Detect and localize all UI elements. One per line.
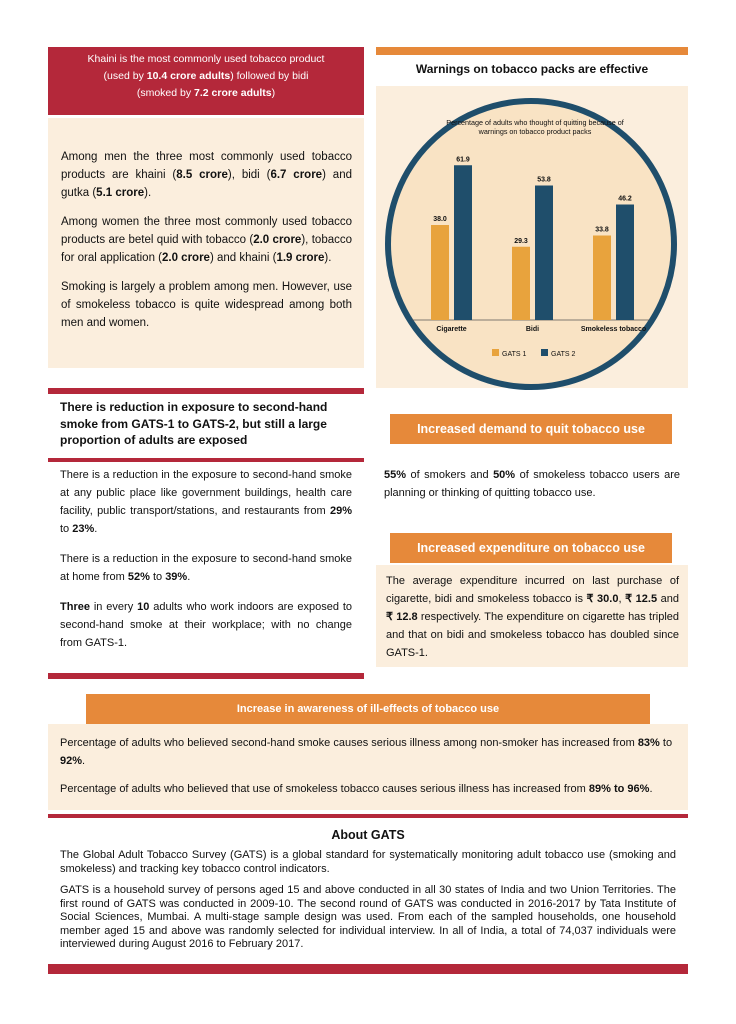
bar-gats-2-smokeless-tobacco [616,205,634,321]
bar-gats-1-smokeless-tobacco [593,236,611,321]
smoking-paragraph: Smoking is largely a problem among men. However, use of smokeless tobacco is quite widespread among both men and women. [61,281,352,329]
bar-value-label: 29.3 [514,237,528,245]
shs-top-bar [48,388,364,394]
x-tick-label: Bidi [525,326,540,333]
bar-value-label: 46.2 [618,195,632,203]
shs-divider [48,458,364,462]
bar-gats-2-cigarette [454,165,472,320]
bar-value-label: 53.8 [537,176,551,184]
chart-title: Percentage of adults who thought of quitting because of warnings on tobacco product packs [446,118,624,136]
shs-title: There is reduction in exposure to second-hand smoke from GATS-1 to GATS-2, but still a large proportion of adults are exposed [60,400,328,447]
awareness-smokeless-paragraph: Percentage of adults who believed that use of smokeless tobacco causes serious illness has increased from 89% to 96%. [60,783,653,795]
expenditure-header: Increased expenditure on tobacco use [390,533,672,563]
bar-gats-1-bidi [512,247,530,320]
quit-paragraph: 55% of smokers and 50% of smokeless tobacco users are planning or thinking of quitting tobacco use. [384,469,680,499]
legend-swatch-gats-1 [492,349,499,356]
legend-label: GATS 2 [551,351,576,358]
x-tick-label: Cigarette [436,326,467,333]
about-paragraph-1: The Global Adult Tobacco Survey (GATS) is a global standard for systematically monitoring adult tobacco use (smoking and smokeless) and tracking key tobacco control indicators. [60,849,676,875]
expenditure-paragraph: The average expenditure incurred on last purchase of cigarette, bidi and smokeless tobacco is ₹ 30.0, ₹ 12.5 and ₹ 12.8 respectively. The expenditure on cigarette has tripled and that on bidi and smokeless tobacco has doubled since GATS-1. [376,565,688,667]
legend-swatch-gats-2 [541,349,548,356]
legend-label: GATS 1 [502,351,527,358]
about-body [60,849,676,960]
awareness-box [48,724,688,810]
bar-value-label: 61.9 [456,156,470,164]
awareness-bottom-bar [48,814,688,818]
shs-bottom-bar [48,673,364,679]
awareness-shs-paragraph: Percentage of adults who believed second-hand smoke causes serious illness among non-smoker has increased from 83% to 92%. [60,737,673,767]
quit-header: Increased demand to quit tobacco use [390,414,672,444]
khaini-header-line1: Khaini is the most commonly used tobacco product [87,53,325,65]
women-paragraph: Among women the three most commonly used tobacco products are betel quid with tobacco (2.0 crore), tobacco for oral application (2.0 crore) and khaini (1.9 crore). [61,216,353,264]
about-paragraph-2: GATS is a household survey of persons aged 15 and above conducted in all 30 states of India and two Union Territories. The first round of GATS was conducted in 2009-10. The second round of GATS was conducted in 2016-2017 by Tata Institute of Social Sciences, Mumbai. A multi-stage sample design was used. From each of the sampled households, one household member aged 15 and above was randomly selected for individual interview. In all of India, a total of 74,037 individuals were interviewed during August 2016 to February 2017. [60,884,676,950]
about-title: About GATS [331,828,405,842]
bar-value-label: 33.8 [595,226,609,234]
shs-body [60,466,352,664]
warnings-title: Warnings on tobacco packs are effective [415,62,649,76]
shs-public-paragraph: There is a reduction in the exposure to second-hand smoke at any public place like government buildings, health care facility, public transport/stations, and restaurants from 29% to 23%. [60,469,352,535]
bottom-bar [48,964,688,974]
bar-gats-1-cigarette [431,225,449,320]
awareness-header: Increase in awareness of ill-effects of tobacco use [86,694,650,724]
khaini-header-line3: (smoked by 7.2 crore adults) [136,87,276,99]
khaini-header-line2: (used by 10.4 crore adults) followed by bidi [103,70,309,82]
shs-workplace-paragraph: Three in every 10 adults who work indoors are exposed to second-hand smoke at their workplace; with no change from GATS-1. [60,601,352,649]
shs-home-paragraph: There is a reduction in the exposure to second-hand smoke at home from 52% to 39%. [60,553,352,583]
men-paragraph: Among men the three most commonly used tobacco products are khaini (8.5 crore), bidi (6.7 crore) and gutka (5.1 crore). [61,151,352,199]
bar-value-label: 38.0 [433,216,447,223]
bar-gats-2-bidi [535,186,553,321]
x-tick-label: Smokeless tobacco [580,326,647,333]
